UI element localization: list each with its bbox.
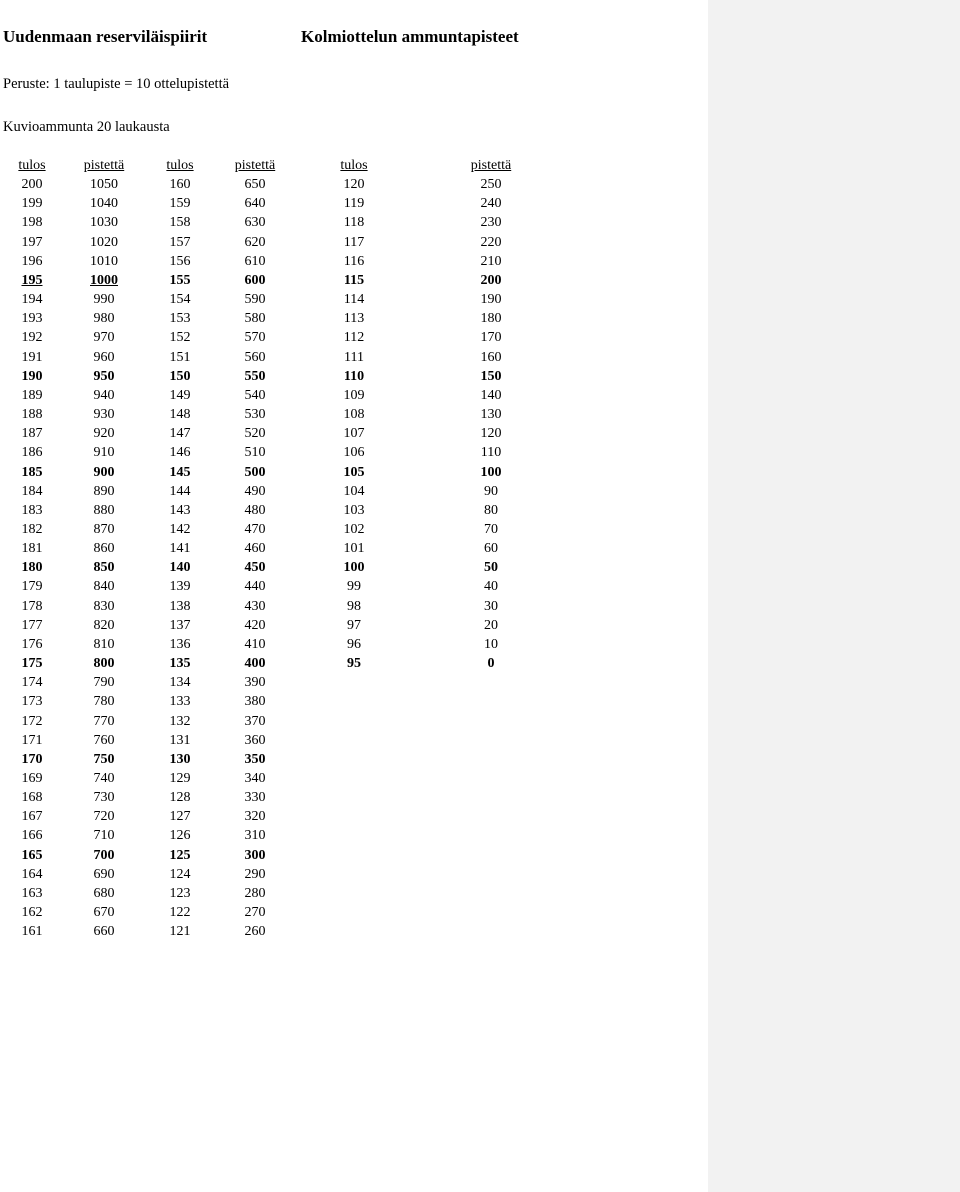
table-cell: 193 <box>21 311 43 327</box>
table-row <box>0 884 708 903</box>
table-cell: 170 <box>21 751 43 767</box>
table-cell: 172 <box>21 713 43 729</box>
table-cell: 136 <box>169 636 191 652</box>
table-row <box>0 348 708 367</box>
table-cell: 370 <box>244 713 266 729</box>
table-cell: 570 <box>244 330 266 346</box>
table-cell: 550 <box>244 368 266 384</box>
table-cell: 980 <box>93 311 115 327</box>
table-cell: 96 <box>347 636 361 652</box>
table-cell: 580 <box>244 311 266 327</box>
table-cell: 156 <box>169 253 191 269</box>
table-cell: 950 <box>93 368 115 384</box>
table-cell: 290 <box>244 866 266 882</box>
table-row <box>0 826 708 845</box>
table-cell: 191 <box>21 349 43 365</box>
table-cell: 480 <box>244 502 266 518</box>
column-header: pistettä <box>234 158 276 173</box>
table-cell: 310 <box>244 828 266 844</box>
table-row <box>0 712 708 731</box>
table-cell: 128 <box>169 790 191 806</box>
table-cell: 0 <box>487 656 495 672</box>
table-cell: 148 <box>169 407 191 423</box>
table-row <box>0 271 708 290</box>
column-header: tulos <box>166 158 194 173</box>
table-row <box>0 903 708 922</box>
table-cell: 280 <box>244 885 266 901</box>
table-cell: 650 <box>244 177 266 193</box>
table-cell: 120 <box>343 177 365 193</box>
table-cell: 850 <box>93 560 115 576</box>
table-cell: 157 <box>169 234 191 250</box>
table-cell: 127 <box>169 809 191 825</box>
table-row <box>0 558 708 577</box>
table-cell: 111 <box>344 349 364 365</box>
table-cell: 380 <box>244 694 266 710</box>
table-cell: 194 <box>21 292 43 308</box>
table-cell: 810 <box>93 636 115 652</box>
table-cell: 1000 <box>90 272 118 288</box>
score-table <box>0 156 708 941</box>
table-cell: 131 <box>169 732 191 748</box>
table-row <box>0 367 708 386</box>
table-row <box>0 692 708 711</box>
table-cell: 200 <box>480 272 502 288</box>
table-cell: 112 <box>343 330 365 346</box>
table-cell: 114 <box>343 292 365 308</box>
table-cell: 150 <box>169 368 191 384</box>
table-cell: 620 <box>244 234 266 250</box>
table-cell: 750 <box>93 751 115 767</box>
table-cell: 1030 <box>90 215 118 231</box>
table-cell: 140 <box>169 560 191 576</box>
column-header: pistettä <box>83 158 125 173</box>
table-row <box>0 463 708 482</box>
table-cell: 630 <box>244 215 266 231</box>
table-cell: 900 <box>93 464 115 480</box>
table-cell: 177 <box>21 617 43 633</box>
table-cell: 106 <box>343 445 365 461</box>
table-cell: 171 <box>21 732 43 748</box>
table-body <box>0 175 708 941</box>
table-cell: 250 <box>480 177 502 193</box>
table-cell: 168 <box>21 790 43 806</box>
table-cell: 142 <box>169 521 191 537</box>
table-cell: 970 <box>93 330 115 346</box>
table-cell: 101 <box>343 541 365 557</box>
table-row <box>0 635 708 654</box>
table-cell: 500 <box>244 464 266 480</box>
table-row <box>0 750 708 769</box>
table-cell: 182 <box>21 521 43 537</box>
table-cell: 199 <box>21 196 43 212</box>
table-cell: 107 <box>343 426 365 442</box>
table-cell: 178 <box>21 598 43 614</box>
table-cell: 163 <box>21 885 43 901</box>
table-cell: 210 <box>480 253 502 269</box>
table-cell: 660 <box>93 924 115 940</box>
table-row <box>0 443 708 462</box>
table-row <box>0 731 708 750</box>
table-cell: 90 <box>484 483 498 499</box>
table-cell: 960 <box>93 349 115 365</box>
table-row <box>0 175 708 194</box>
table-row <box>0 309 708 328</box>
table-cell: 410 <box>244 636 266 652</box>
table-cell: 166 <box>21 828 43 844</box>
table-cell: 165 <box>21 847 43 863</box>
table-cell: 160 <box>169 177 191 193</box>
table-cell: 860 <box>93 541 115 557</box>
table-cell: 540 <box>244 387 266 403</box>
table-cell: 190 <box>21 368 43 384</box>
table-row <box>0 865 708 884</box>
table-cell: 141 <box>169 541 191 557</box>
table-cell: 187 <box>21 426 43 442</box>
table-row <box>0 769 708 788</box>
table-row <box>0 654 708 673</box>
table-cell: 174 <box>21 675 43 691</box>
table-cell: 189 <box>21 387 43 403</box>
table-cell: 220 <box>480 234 502 250</box>
table-cell: 680 <box>93 885 115 901</box>
table-cell: 133 <box>169 694 191 710</box>
table-cell: 670 <box>93 905 115 921</box>
table-cell: 192 <box>21 330 43 346</box>
table-cell: 181 <box>21 541 43 557</box>
table-row <box>0 233 708 252</box>
table-row <box>0 386 708 405</box>
table-cell: 40 <box>484 579 498 595</box>
table-row <box>0 252 708 271</box>
table-cell: 330 <box>244 790 266 806</box>
table-cell: 175 <box>21 656 43 672</box>
table-cell: 147 <box>169 426 191 442</box>
table-cell: 470 <box>244 521 266 537</box>
table-cell: 126 <box>169 828 191 844</box>
table-cell: 198 <box>21 215 43 231</box>
table-cell: 710 <box>93 828 115 844</box>
table-cell: 1020 <box>90 234 118 250</box>
table-cell: 118 <box>343 215 365 231</box>
table-cell: 20 <box>484 617 498 633</box>
table-cell: 146 <box>169 445 191 461</box>
table-cell: 159 <box>169 196 191 212</box>
table-cell: 400 <box>244 656 266 672</box>
table-cell: 230 <box>480 215 502 231</box>
table-cell: 135 <box>169 656 191 672</box>
table-cell: 122 <box>169 905 191 921</box>
organization-title: Uudenmaan reserviläispiirit <box>3 27 208 46</box>
section-title: Kuvioammunta 20 laukausta <box>3 119 170 135</box>
table-cell: 910 <box>93 445 115 461</box>
table-cell: 490 <box>244 483 266 499</box>
table-cell: 161 <box>21 924 43 940</box>
table-row <box>0 577 708 596</box>
table-row <box>0 290 708 309</box>
table-cell: 197 <box>21 234 43 250</box>
table-cell: 990 <box>93 292 115 308</box>
table-cell: 930 <box>93 407 115 423</box>
right-margin-panel <box>708 0 960 1192</box>
table-cell: 110 <box>480 445 502 461</box>
column-header: tulos <box>18 158 46 173</box>
table-cell: 196 <box>21 253 43 269</box>
table-cell: 115 <box>343 272 365 288</box>
table-row <box>0 424 708 443</box>
table-cell: 350 <box>244 751 266 767</box>
table-cell: 137 <box>169 617 191 633</box>
table-row <box>0 405 708 424</box>
table-row <box>0 597 708 616</box>
table-cell: 134 <box>169 675 191 691</box>
table-cell: 103 <box>343 502 365 518</box>
table-cell: 105 <box>343 464 365 480</box>
table-cell: 920 <box>93 426 115 442</box>
table-cell: 320 <box>244 809 266 825</box>
table-cell: 430 <box>244 598 266 614</box>
table-cell: 200 <box>21 177 43 193</box>
table-cell: 150 <box>480 368 502 384</box>
table-cell: 520 <box>244 426 266 442</box>
table-cell: 164 <box>21 866 43 882</box>
table-cell: 98 <box>347 598 361 614</box>
table-cell: 190 <box>480 292 502 308</box>
table-row <box>0 482 708 501</box>
table-row <box>0 213 708 232</box>
table-cell: 600 <box>244 272 266 288</box>
table-cell: 186 <box>21 445 43 461</box>
table-cell: 70 <box>484 521 498 537</box>
table-row <box>0 328 708 347</box>
table-cell: 138 <box>169 598 191 614</box>
table-cell: 560 <box>244 349 266 365</box>
table-cell: 240 <box>480 196 502 212</box>
table-cell: 99 <box>347 579 361 595</box>
table-cell: 130 <box>169 751 191 767</box>
table-cell: 940 <box>93 387 115 403</box>
table-cell: 640 <box>244 196 266 212</box>
table-cell: 460 <box>244 541 266 557</box>
table-cell: 132 <box>169 713 191 729</box>
table-cell: 179 <box>21 579 43 595</box>
table-cell: 1050 <box>90 177 118 193</box>
table-cell: 113 <box>343 311 365 327</box>
table-cell: 120 <box>480 426 502 442</box>
table-cell: 780 <box>93 694 115 710</box>
table-cell: 830 <box>93 598 115 614</box>
table-cell: 270 <box>244 905 266 921</box>
table-row <box>0 616 708 635</box>
table-cell: 162 <box>21 905 43 921</box>
column-header: tulos <box>340 158 368 173</box>
table-cell: 167 <box>21 809 43 825</box>
table-cell: 139 <box>169 579 191 595</box>
table-row <box>0 922 708 941</box>
table-cell: 140 <box>480 387 502 403</box>
table-row <box>0 539 708 558</box>
table-row <box>0 194 708 213</box>
table-cell: 510 <box>244 445 266 461</box>
table-cell: 195 <box>21 272 43 288</box>
table-cell: 180 <box>21 560 43 576</box>
table-cell: 770 <box>93 713 115 729</box>
table-cell: 102 <box>343 521 365 537</box>
document-title: Kolmiottelun ammuntapisteet <box>301 27 519 46</box>
table-cell: 100 <box>480 464 502 480</box>
table-cell: 50 <box>484 560 498 576</box>
table-cell: 610 <box>244 253 266 269</box>
table-row <box>0 846 708 865</box>
table-cell: 151 <box>169 349 191 365</box>
table-cell: 153 <box>169 311 191 327</box>
table-cell: 360 <box>244 732 266 748</box>
table-cell: 117 <box>343 234 365 250</box>
table-cell: 590 <box>244 292 266 308</box>
table-row <box>0 788 708 807</box>
table-cell: 116 <box>343 253 365 269</box>
table-cell: 108 <box>343 407 365 423</box>
table-cell: 170 <box>480 330 502 346</box>
table-row <box>0 520 708 539</box>
table-cell: 740 <box>93 771 115 786</box>
table-cell: 144 <box>169 483 191 499</box>
table-cell: 97 <box>347 617 361 633</box>
table-cell: 173 <box>21 694 43 710</box>
table-cell: 100 <box>343 560 365 576</box>
table-header-row <box>0 156 708 175</box>
table-cell: 188 <box>21 407 43 423</box>
table-cell: 119 <box>343 196 365 212</box>
table-cell: 260 <box>244 924 266 940</box>
table-cell: 880 <box>93 502 115 518</box>
table-cell: 890 <box>93 483 115 499</box>
table-cell: 123 <box>169 885 191 901</box>
table-cell: 143 <box>169 502 191 518</box>
table-cell: 124 <box>169 866 191 882</box>
table-cell: 1010 <box>90 253 118 269</box>
table-row <box>0 673 708 692</box>
table-cell: 183 <box>21 502 43 518</box>
table-cell: 176 <box>21 636 43 652</box>
table-cell: 169 <box>21 771 43 786</box>
column-header: pistettä <box>470 158 512 173</box>
table-cell: 180 <box>480 311 502 327</box>
table-cell: 450 <box>244 560 266 576</box>
table-cell: 820 <box>93 617 115 633</box>
table-cell: 440 <box>244 579 266 595</box>
table-cell: 158 <box>169 215 191 231</box>
table-cell: 800 <box>93 656 115 672</box>
table-cell: 149 <box>169 387 191 403</box>
table-cell: 129 <box>169 771 191 786</box>
table-cell: 760 <box>93 732 115 748</box>
table-cell: 30 <box>484 598 498 614</box>
table-cell: 340 <box>244 771 266 786</box>
table-cell: 840 <box>93 579 115 595</box>
table-cell: 790 <box>93 675 115 691</box>
table-cell: 870 <box>93 521 115 537</box>
table-cell: 300 <box>244 847 266 863</box>
table-cell: 530 <box>244 407 266 423</box>
table-cell: 154 <box>169 292 191 308</box>
table-cell: 10 <box>484 636 498 652</box>
scoring-basis: Peruste: 1 taulupiste = 10 ottelupistettä <box>3 76 230 92</box>
table-cell: 95 <box>347 656 361 672</box>
table-cell: 80 <box>484 502 498 518</box>
table-cell: 125 <box>169 847 191 863</box>
table-cell: 720 <box>93 809 115 825</box>
table-cell: 184 <box>21 483 43 499</box>
table-row <box>0 501 708 520</box>
table-cell: 60 <box>484 541 498 557</box>
table-cell: 185 <box>21 464 43 480</box>
table-cell: 160 <box>480 349 502 365</box>
table-cell: 145 <box>169 464 191 480</box>
table-cell: 155 <box>169 272 191 288</box>
table-cell: 690 <box>93 866 115 882</box>
table-row <box>0 807 708 826</box>
table-cell: 700 <box>93 847 115 863</box>
table-cell: 420 <box>244 617 266 633</box>
table-cell: 390 <box>244 675 266 691</box>
table-cell: 130 <box>480 407 502 423</box>
table-cell: 152 <box>169 330 191 346</box>
table-cell: 121 <box>169 924 191 940</box>
table-cell: 1040 <box>90 196 118 212</box>
table-cell: 109 <box>343 387 365 403</box>
table-cell: 110 <box>343 368 365 384</box>
table-cell: 104 <box>343 483 365 499</box>
table-cell: 730 <box>93 790 115 806</box>
